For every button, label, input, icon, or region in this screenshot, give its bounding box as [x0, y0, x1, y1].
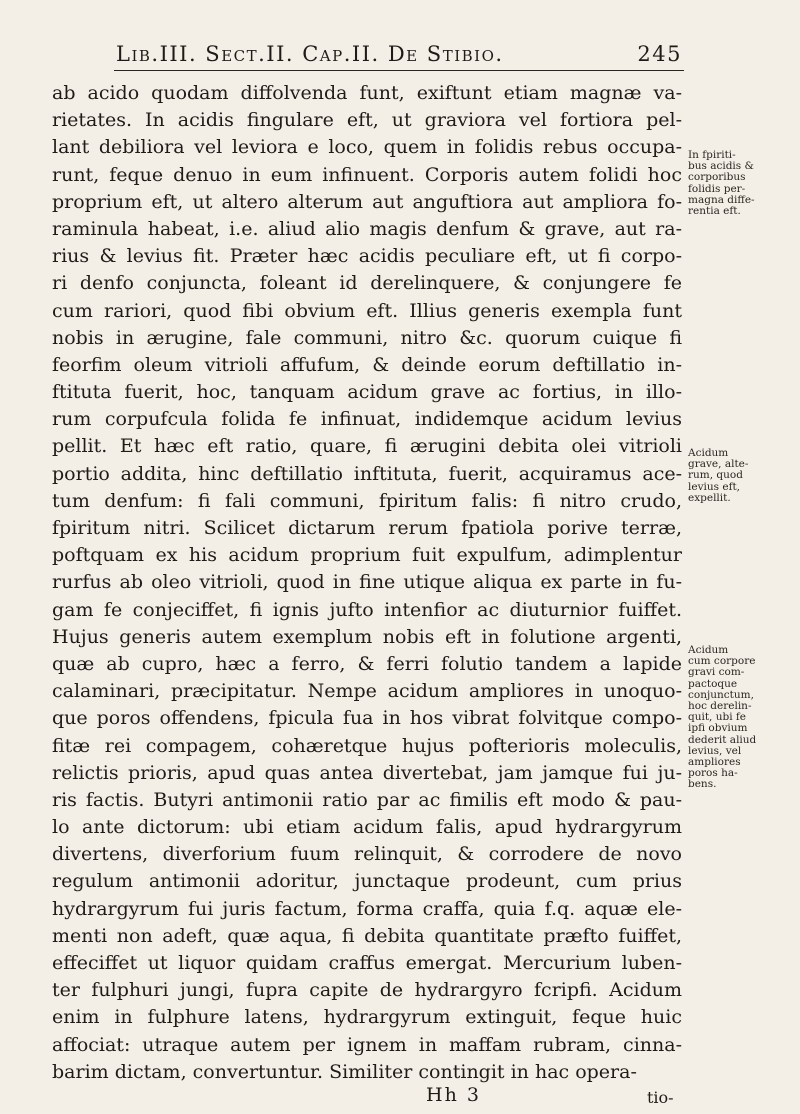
marginal-note-line: pactoque [688, 677, 738, 690]
marginal-note-line: Acidum [688, 447, 729, 459]
text-line: pellit. Et hæc eft ratio, quare, fi ærugini debita olei vitrioli [52, 435, 682, 458]
marginal-note-line: quit, ubi fe [688, 711, 747, 724]
marginal-note-line: hoc derelin- [688, 700, 752, 713]
text-line: gam fe conjeciffet, fi ignis jufto intenfior ac diuturnior fuiffet. [52, 598, 682, 621]
text-line: rietates. In acidis fingulare eft, ut graviora vel fortiora pel- [52, 109, 682, 132]
text-line: ri denfo conjuncta, foleant id derelinquere, & conjungere fe [52, 272, 682, 295]
text-line: cum rariori, quod fibi obvium eft. Illius generis exempla funt [52, 299, 682, 322]
catchword: tio- [647, 1088, 674, 1107]
text-line: que poros offendens, fpicula fua in hos vibrat folvitque compo- [52, 707, 682, 730]
marginal-note-line: levius eft, [688, 480, 741, 493]
text-line: feorfim oleum vitrioli affufum, & deinde eorum deftillatio in- [52, 353, 682, 376]
text-line: rurfus ab oleo vitrioli, quod in fine utique aliqua ex parte in fu- [52, 571, 682, 594]
text-line: lant debiliora vel leviora e loco, quem in folidis rebus occupa- [52, 136, 682, 159]
text-line: calaminari, præcipitatur. Nempe acidum ampliores in unoquo- [52, 680, 682, 703]
text-line: rius & levius fit. Præter hæc acidis peculiare eft, ut fi corpo- [52, 245, 682, 268]
text-line: Hujus generis autem exemplum nobis eft in folutione argenti, [52, 625, 682, 648]
text-line: portio addita, hinc deftillatio inftituta, fuerit, acquiramus ace- [52, 462, 682, 485]
text-line: divertens, diverforium fuum relinquit, & corrodere de novo [52, 843, 682, 866]
marginal-note-1 [688, 150, 768, 217]
text-line: effeciffet ut liquor quidam craffus emergat. Mercurium luben- [52, 952, 682, 974]
marginal-note-line: magna diffe- [688, 193, 755, 206]
marginal-note-line: folidis per- [688, 182, 746, 195]
marginal-note-line: bens. [688, 778, 717, 791]
text-line: fpiritum nitri. Scilicet dictarum rerum fpatiola porive terræ, [52, 517, 682, 539]
marginal-note-line: ipfi obvium [688, 722, 748, 735]
header-rule [114, 70, 684, 71]
marginal-note-line: dederit aliud [688, 733, 757, 746]
text-line: rum corpufcula folida fe infinuat, indidemque acidum levius [52, 408, 682, 431]
text-line: affociat: utraque autem per ignem in maffam rubram, cinna- [52, 1033, 682, 1056]
marginal-note-line: grave, alte- [688, 458, 749, 471]
text-line: tum denfum: fi fali communi, fpiritum falis: fi nitro crudo, [52, 489, 682, 512]
text-line: runt, feque denuo in eum infinuent. Corporis autem folidi hoc [52, 163, 682, 186]
marginal-note-line: ampliores [688, 756, 741, 769]
marginal-note-line: poros ha- [688, 767, 738, 780]
marginal-note-line: rum, quod [688, 469, 743, 482]
marginal-note-line: levius, vel [688, 744, 742, 757]
text-line: barim dictam, convertuntur. Similiter contingit in hac opera- [52, 1060, 637, 1083]
marginal-note-line: corporibus [688, 171, 746, 184]
signature-mark: Hh 3 [426, 1084, 481, 1106]
running-header [116, 42, 682, 72]
text-line: proprium eft, ut altero alterum aut anguftiora aut ampliora fo- [52, 190, 682, 213]
marginal-note-line: conjunctum, [688, 688, 754, 701]
marginal-note-line: bus acidis & [688, 160, 754, 173]
marginal-note-3 [688, 645, 768, 791]
text-line: ab acido quodam diffolvenda funt, exiftunt etiam magnæ va- [52, 82, 682, 104]
marginal-note-line: In fpiriti- [688, 149, 736, 161]
text-line: hydrargyrum fui juris factum, forma craffa, quia f.q. aquæ ele- [52, 897, 682, 920]
text-line: ris factis. Butyri antimonii ratio par ac fimilis eft modo & pau- [52, 788, 682, 811]
text-line: fitæ rei compagem, cohæretque hujus pofterioris moleculis, [52, 734, 682, 757]
text-line: lo ante dictorum: ubi etiam acidum falis, apud hydrargyrum [52, 816, 682, 839]
marginal-note-line: gravi com- [688, 666, 745, 679]
running-title: Lib.III. Sect.II. Cap.II. De Stibio. [116, 42, 504, 66]
marginal-note-2 [688, 448, 768, 504]
text-line: regulum antimonii adoritur, junctaque prodeunt, cum prius [52, 870, 682, 893]
text-line: raminula habeat, i.e. aliud alio magis denfum & grave, aut ra- [52, 217, 682, 240]
text-line: quæ ab cupro, hæc a ferro, & ferri folutio tandem a lapide [52, 652, 682, 675]
text-line: enim in fulphure latens, hydrargyrum extinguit, feque huic [52, 1006, 682, 1029]
text-line: poftquam ex his acidum proprium fuit expulfum, adimplentur [52, 544, 682, 567]
text-line: ftituta fuerit, hoc, tanquam acidum grave ac fortius, in illo- [52, 381, 682, 404]
text-line: ter fulphuri jungi, fupra capite de hydrargyro fcripfi. Acidum [52, 979, 682, 1002]
marginal-note-line: cum corpore [688, 655, 756, 668]
text-line: menti non adeft, quæ aqua, fi debita quantitate præfto fuiffet, [52, 924, 682, 947]
marginal-note-line: Acidum [688, 644, 729, 656]
marginal-note-line: rentia eft. [688, 205, 741, 218]
body-text [52, 80, 682, 1086]
text-line: relictis prioris, apud quas antea divertebat, jam jamque fui ju- [52, 761, 682, 784]
page-number: 245 [637, 42, 682, 66]
marginal-note-line: expellit. [688, 491, 731, 504]
text-line: nobis in ærugine, fale communi, nitro &c. quorum cuique fi [52, 326, 682, 349]
